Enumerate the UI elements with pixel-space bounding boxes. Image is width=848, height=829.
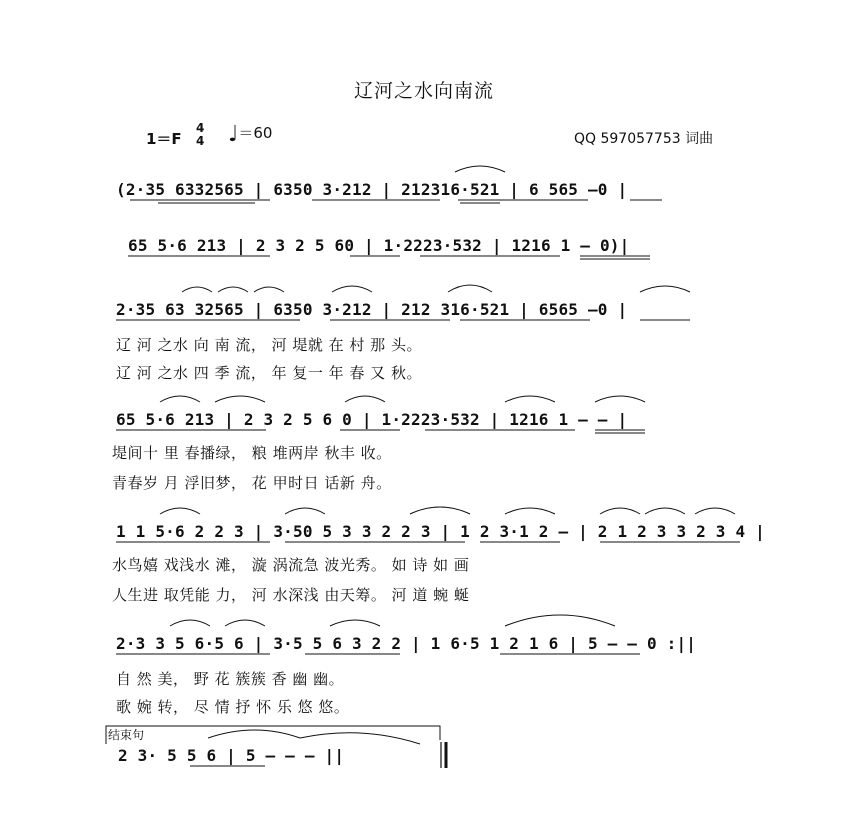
slur-arc: [695, 508, 735, 514]
slur-arc: [505, 615, 615, 626]
slur-arc: [505, 396, 555, 402]
slur-arc: [218, 287, 248, 292]
slur-arc: [505, 508, 555, 514]
slur-arc: [410, 507, 470, 514]
key-signature: 1＝F: [146, 130, 182, 148]
slur-arc: [600, 508, 640, 514]
slur-arc: [455, 166, 505, 172]
system-3-lyric-verse-2: 辽 河 之水 四 季 流， 年 复一 年 春 又 秋。: [116, 364, 422, 382]
slur-arc: [182, 287, 212, 292]
system-6-notes: 2·3 3 5 6·5 6 | 3·5 5 6 3 2 2 | 1 6·5 1 2 1 6 | 5 – – 0 :||: [116, 634, 697, 653]
slur-arc: [448, 285, 492, 292]
slur-arc: [285, 508, 325, 514]
system-5-lyric-verse-2: 人生进 取凭能 力， 河 水深浅 由天筹。 河 道 蜿 蜒: [112, 586, 470, 604]
slur-arc: [225, 620, 265, 626]
quarter-note-icon: ♩: [228, 122, 239, 147]
slur-arc: [160, 396, 200, 402]
credit-line: QQ 597057753 词曲: [574, 131, 714, 147]
ending-label: 结束句: [108, 728, 145, 742]
system-6-lyric-verse-2: 歌 婉 转， 尽 情 抒 怀 乐 悠 悠。: [116, 698, 350, 716]
system-3-notes: 2·35 63 32565 | 6350 3·212 | 212 316·521 | 6565 –0 |: [116, 300, 628, 319]
slur-arc: [595, 396, 645, 402]
slur-arc: [330, 620, 380, 626]
slur-arc: [640, 286, 690, 292]
slur-arc: [208, 730, 300, 738]
tempo-value: ＝60: [238, 124, 273, 142]
slur-arc: [332, 286, 372, 292]
score-title: 辽河之水向南流: [353, 80, 494, 102]
time-signature-top: 4: [196, 121, 205, 135]
ending-bracket: [106, 726, 440, 744]
slur-arc: [254, 287, 284, 292]
system-1-notes: (2·35 6332565 | 6350 3·212 | 212316·521 | 6 565 –0 |: [116, 180, 628, 199]
system-2-notes: 65 5·6 213 | 2 3 2 5 60 | 1·2223·532 | 1216 1 – 0)|: [128, 236, 630, 255]
system-6-lyric-verse-1: 自 然 美， 野 花 簇簇 香 幽 幽。: [116, 670, 345, 688]
slur-arc: [160, 508, 200, 514]
system-4-lyric-verse-2: 青春岁 月 浮旧梦， 花 甲时日 话新 舟。: [112, 474, 392, 492]
system-5-lyric-verse-1: 水鸟嬉 戏浅水 滩， 漩 涡流急 波光秀。 如 诗 如 画: [112, 556, 470, 574]
slur-arc: [215, 396, 265, 402]
slur-arc: [345, 396, 385, 402]
system-4-lyric-verse-1: 堤间十 里 春播绿， 粮 堆两岸 秋丰 收。: [112, 444, 392, 462]
system-5-notes: 1 1 5·6 2 2 3 | 3·50 5 3 3 2 2 3 | 1 2 3·1 2 – | 2 1 2 3 3 2 3 4 |: [116, 522, 765, 541]
system-4-notes: 65 5·6 213 | 2 3 2 5 6 0 | 1·2223·532 | 1216 1 – – |: [116, 410, 628, 429]
system-3-lyric-verse-1: 辽 河 之水 向 南 流， 河 堤就 在 村 那 头。: [116, 336, 422, 354]
time-signature-bottom: 4: [196, 134, 205, 148]
slur-arc: [300, 733, 420, 744]
slur-arc: [170, 620, 210, 626]
slur-arc: [645, 508, 685, 514]
ending-notes: 2 3· 5 5 6 | 5 – – – ||: [118, 746, 345, 765]
